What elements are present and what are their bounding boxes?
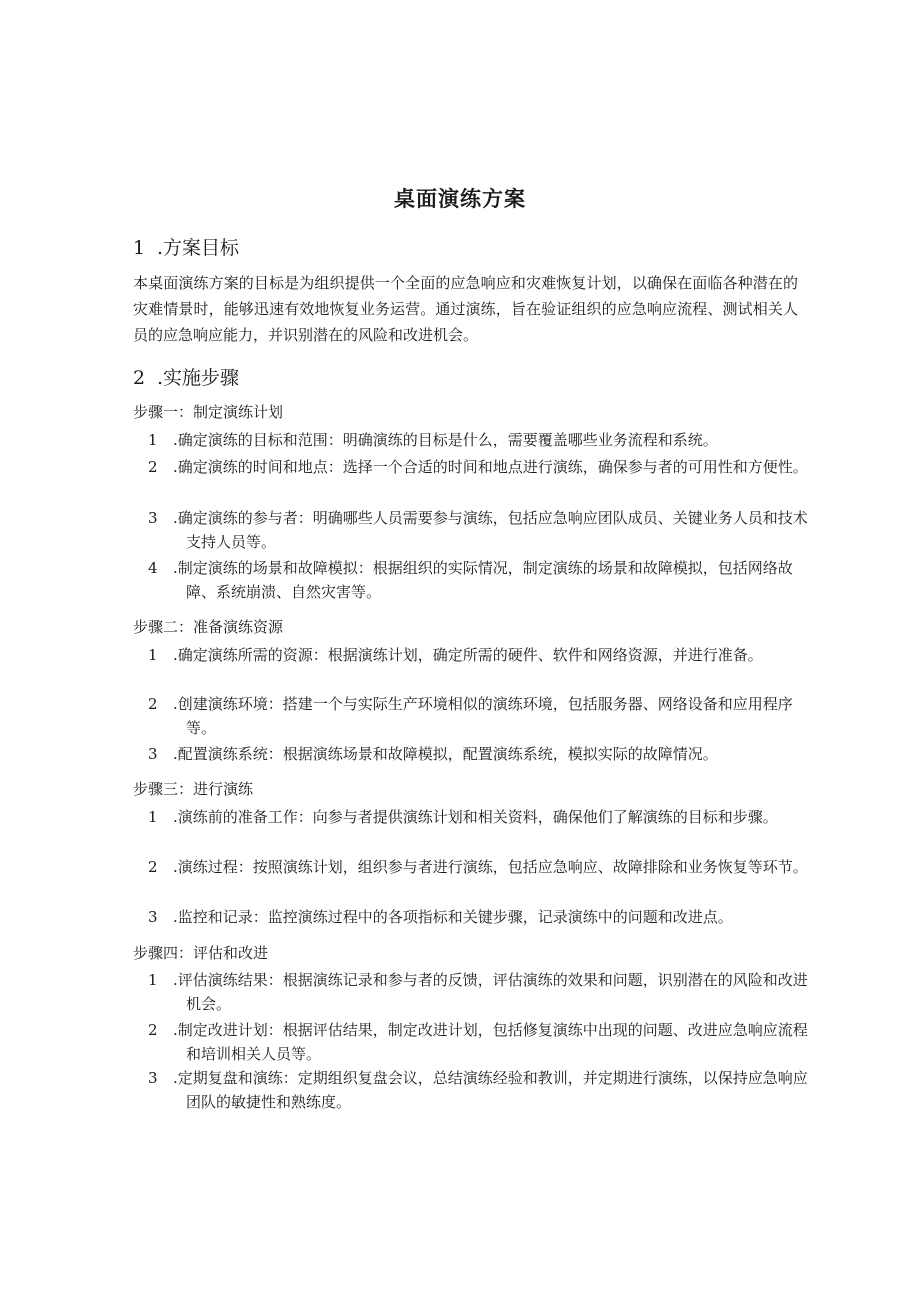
- item-text: .演练前的准备工作：向参与者提供演练计划和相关资料，确保他们了解演练的目标和步骤。: [173, 808, 778, 826]
- item-number: 2: [148, 858, 158, 876]
- step-title: 步骤二：准备演练资源: [133, 618, 284, 636]
- list-item: [148, 556, 808, 604]
- item-text: .确定演练的参与者：明确哪些人员需要参与演练，包括应急响应团队成员、关键业务人员和技术支持人员等。: [173, 509, 808, 551]
- section-heading-text: .实施步骤: [157, 367, 240, 389]
- item-text: .监控和记录：监控演练过程中的各项指标和关键步骤，记录演练中的问题和改进点。: [173, 908, 733, 926]
- item-number: 1: [148, 971, 158, 989]
- list-item: [148, 1018, 808, 1066]
- item-text: .确定演练的目标和范围：明确演练的目标是什么，需要覆盖哪些业务流程和系统。: [173, 431, 718, 449]
- list-item: [148, 692, 808, 740]
- goal-paragraph: 本桌面演练方案的目标是为组织提供一个全面的应急响应和灾难恢复计划，以确保在面临各种潜在的灾难情景时，能够迅速有效地恢复业务运营。通过演练，旨在验证组织的应急响应流程、测试相关人员的应急响应能力，并识别潜在的风险和改进机会。: [133, 274, 798, 344]
- item-number: 2: [148, 458, 158, 476]
- section-heading-goal: [133, 233, 239, 260]
- list-item: [148, 855, 808, 879]
- item-text: .评估演练结果：根据演练记录和参与者的反馈，评估演练的效果和问题，识别潜在的风险和改进机会。: [173, 971, 808, 1013]
- list-item: [148, 506, 808, 554]
- item-number: 1: [148, 646, 158, 664]
- item-number: 1: [148, 808, 158, 826]
- item-text: .创建演练环境：搭建一个与实际生产环境相似的演练环境，包括服务器、网络设备和应用程序等。: [173, 695, 793, 737]
- item-number: 3: [148, 1069, 158, 1087]
- item-text: .确定演练所需的资源：根据演练计划，确定所需的硬件、软件和网络资源，并进行准备。: [173, 646, 763, 664]
- item-number: 3: [148, 745, 158, 763]
- section-heading-steps: [133, 363, 239, 390]
- document-title: 桌面演练方案: [394, 187, 526, 211]
- list-item: [148, 643, 808, 667]
- section-heading-text: .方案目标: [157, 237, 240, 259]
- list-item: [148, 805, 808, 829]
- section-number: 1: [133, 237, 146, 259]
- item-text: .制定演练的场景和故障模拟：根据组织的实际情况，制定演练的场景和故障模拟，包括网络故障、系统崩溃、自然灾害等。: [173, 559, 793, 601]
- item-text: .确定演练的时间和地点：选择一个合适的时间和地点进行演练，确保参与者的可用性和方便性。: [173, 458, 808, 476]
- list-item: [148, 1066, 808, 1114]
- list-item: [148, 428, 808, 452]
- item-number: 3: [148, 908, 158, 926]
- item-number: 2: [148, 695, 158, 713]
- item-text: .定期复盘和演练：定期组织复盘会议，总结演练经验和教训，并定期进行演练，以保持应急响应团队的敏捷性和熟练度。: [173, 1069, 808, 1111]
- step-title: 步骤三：进行演练: [133, 780, 254, 798]
- step-title: 步骤四：评估和改进: [133, 944, 269, 962]
- item-number: 3: [148, 509, 158, 527]
- step-title: 步骤一：制定演练计划: [133, 403, 284, 421]
- item-number: 1: [148, 431, 158, 449]
- item-text: .制定改进计划：根据评估结果，制定改进计划，包括修复演练中出现的问题、改进应急响应流程和培训相关人员等。: [173, 1021, 808, 1063]
- list-item: [148, 905, 808, 929]
- list-item: [148, 968, 808, 1016]
- section-number: 2: [133, 367, 146, 389]
- list-item: [148, 455, 808, 479]
- item-number: 2: [148, 1021, 158, 1039]
- item-text: .配置演练系统：根据演练场景和故障模拟，配置演练系统，模拟实际的故障情况。: [173, 745, 718, 763]
- item-number: 4: [148, 559, 158, 577]
- item-text: .演练过程：按照演练计划，组织参与者进行演练，包括应急响应、故障排除和业务恢复等环节。: [173, 858, 808, 876]
- list-item: [148, 742, 808, 766]
